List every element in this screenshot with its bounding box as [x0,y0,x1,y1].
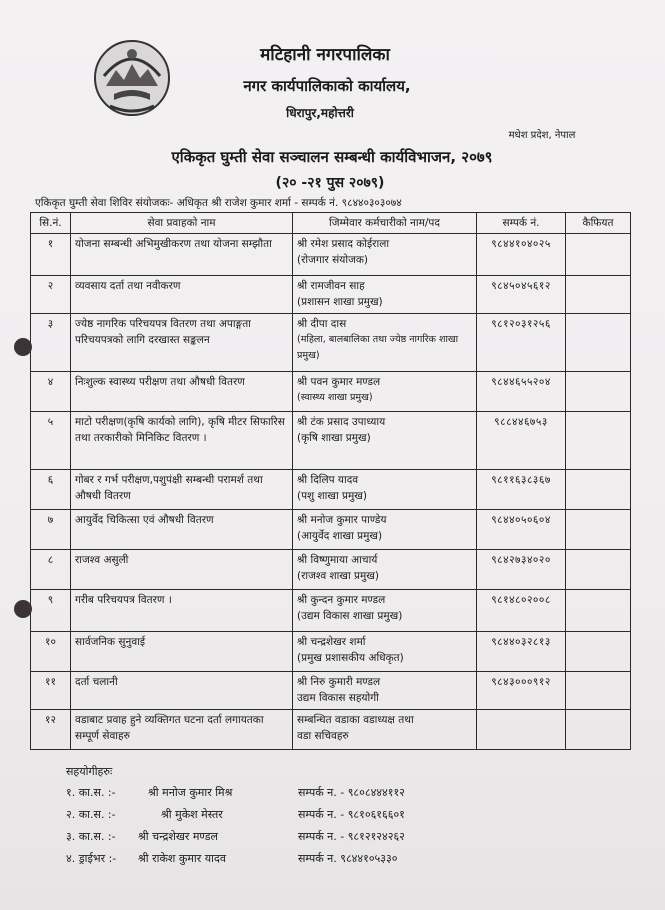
row-remark [566,590,631,632]
row-sn: ९ [31,590,71,632]
row-sn: ८ [31,550,71,590]
row-sn: १२ [31,710,71,750]
row-staff-post: (रोजगार संयोजक) [297,254,369,266]
row-service: गोबर र गर्भ परीक्षण,पशुपंक्षी सम्बन्धी परामर्श तथा औषधी वितरण [71,470,293,510]
row-sn: १० [31,632,71,672]
row-service: वडाबाट प्रवाह हुने व्यक्तिगत घटना दर्ता लगायतका सम्पूर्ण सेवाहरु [71,710,293,750]
row-service: सार्वजनिक सुनुवाई [71,632,293,672]
col-header-remarks: कैफियत [566,213,631,234]
helper-name: श्री चन्द्रशेखर मण्डल [138,830,218,843]
row-responsible [293,672,477,710]
municipality-name: मटिहानी नगरपालिका [260,45,390,65]
col-header-service: सेवा प्रवाहको नाम [71,213,293,234]
table-row [31,372,631,412]
coordinator-line: एकिकृत घुम्ती सेवा शिविर संयोजकः- अधिकृत श्री राजेश कुमार शर्मा - सम्पर्क नं. ९८४४०३०३०७४ [35,197,402,209]
row-phone: ९८४४६५५२०४ [477,372,566,412]
row-staff-name: श्री रमेश प्रसाद कोईराला [297,238,390,250]
row-phone: ९८४२७३४०२० [477,550,566,590]
row-responsible [293,510,477,550]
row-responsible [293,632,477,672]
helper-role: ३. का.स. :- [66,830,116,843]
helper-name: श्री राकेश कुमार यादव [138,852,226,865]
row-responsible [293,234,477,276]
row-sn: ७ [31,510,71,550]
row-phone: ९८८४४६७५३ [477,412,566,470]
table-row [31,590,631,632]
table-row [31,672,631,710]
row-staff-post: (स्वास्थ्य शाखा प्रमुख) [297,392,373,403]
table-row [31,412,631,470]
row-staff-name: सम्बन्धित वडाका वडाध्यक्ष तथा [297,714,414,726]
row-staff-name: श्री चन्द्रशेखर शर्मा [297,636,366,648]
row-sn: ११ [31,672,71,710]
helper-item [66,807,586,829]
row-remark [566,550,631,590]
row-phone: ९८११६३८३६७ [477,470,566,510]
table-header-row [31,213,631,234]
row-responsible [293,276,477,314]
row-staff-post: (राजश्व शाखा प्रमुख) [297,570,379,582]
row-staff-name: श्री टंक प्रसाद उपाध्याय [297,416,386,428]
row-phone: ९८१४८०२००८ [477,590,566,632]
helpers-section [66,764,586,873]
row-responsible [293,314,477,372]
row-staff-name: श्री दीपा दास [297,318,347,330]
row-remark [566,234,631,276]
row-staff-post: (उद्यम विकास शाखा प्रमुख) [297,610,403,622]
row-staff-post: वडा सचिवहरु [297,730,349,742]
row-responsible [293,710,477,750]
row-staff-name: श्री दिलिप यादव [297,474,359,486]
document-title: एकिकृत घुम्ती सेवा सञ्चालन सम्बन्धी कार्यविभाजन, २०७९ [171,148,493,166]
helper-role: ४. ड्राईभर :- [66,852,117,865]
row-remark [566,372,631,412]
row-phone [477,710,566,750]
row-remark [566,412,631,470]
table-row [31,510,631,550]
row-service: आयुर्वेद चिकित्सा एवं औषधी वितरण [71,510,293,550]
table-row [31,314,631,372]
row-phone: ९८४५०४५६१२ [477,276,566,314]
table-row [31,234,631,276]
row-staff-name: श्री कुन्दन कुमार मण्डल [297,594,386,606]
row-remark [566,314,631,372]
table-row [31,632,631,672]
row-staff-post: (प्रशासन शाखा प्रमुख) [297,296,383,308]
row-service: माटो परीक्षण(कृषि कार्यको लागि), कृषि मीटर सिफारिस तथा तरकारीको मिनिकिट वितरण । [71,412,293,470]
row-remark [566,632,631,672]
row-staff-name: श्री रामजीवन साह [297,280,365,292]
row-phone: ९८४४०३२८१३ [477,632,566,672]
row-service: व्यवसाय दर्ता तथा नवीकरण [71,276,293,314]
punch-hole-icon [14,600,32,618]
row-staff-name: श्री विष्णुमाया आचार्य [297,554,378,566]
row-remark [566,276,631,314]
row-responsible [293,590,477,632]
table-row [31,276,631,314]
col-header-contact: सम्पर्क नं. [477,213,566,234]
row-phone: ९८१२०३१२५६ [477,314,566,372]
col-header-responsible: जिम्मेवार कर्मचारीको नाम/पद [293,213,477,234]
row-staff-post: (आयुर्वेद शाखा प्रमुख) [297,530,383,542]
office-address: धिरापुर,महोत्तरी [286,106,354,120]
row-staff-post: (कृषि शाखा प्रमुख) [297,432,371,444]
row-staff-name: श्री पवन कुमार मण्डल [297,376,381,388]
row-service: निःशुल्क स्वास्थ्य परीक्षण तथा औषधी वितरण [71,372,293,412]
document-dates: (२० -२१ पुस २०७९) [275,175,385,191]
table-row [31,710,631,750]
row-remark [566,710,631,750]
row-staff-post: (पशु शाखा प्रमुख) [297,490,367,502]
row-sn: १ [31,234,71,276]
helper-role: १. का.स. :- [66,786,116,799]
helpers-title: सहयोगीहरुः [66,765,113,778]
duty-table [30,212,631,750]
row-staff-name: श्री निरु कुमारी मण्डल [297,676,381,688]
row-remark [566,672,631,710]
helper-contact: सम्पर्क न. - ९८१२१२४२६२ [298,830,405,843]
row-remark [566,510,631,550]
row-service: राजश्व असुली [71,550,293,590]
row-responsible [293,470,477,510]
row-phone: ९८४४०५०६०४ [477,510,566,550]
row-remark [566,470,631,510]
row-staff-post: (प्रमुख प्रशासकीय अधिकृत) [297,652,404,664]
row-service: योजना सम्बन्धी अभिमुखीकरण तथा योजना सम्झौता [71,234,293,276]
table-row [31,470,631,510]
row-staff-post: (महिला, बालबालिका तथा ज्येष्ठ नागरिक शाखा प्रमुख) [297,334,459,361]
helper-item [66,829,586,851]
row-sn: ३ [31,314,71,372]
punch-hole-icon [14,338,32,356]
office-name: नगर कार्यपालिकाको कार्यालय, [243,77,411,95]
province-name: मधेश प्रदेश, नेपाल [508,130,576,141]
helper-name: श्री मनोज कुमार मिश्र [148,786,233,799]
helper-name: श्री मुकेश मेस्तर [161,808,223,821]
col-header-sn: सि.नं. [31,213,71,234]
row-service: गरीब परिचयपत्र वितरण । [71,590,293,632]
helper-role: २. का.स. :- [66,808,116,821]
row-staff-post: उद्यम विकास सहयोगी [297,692,379,704]
row-staff-name: श्री मनोज कुमार पाण्डेय [297,514,387,526]
nepal-emblem-icon [92,36,172,118]
row-sn: ६ [31,470,71,510]
row-sn: २ [31,276,71,314]
helper-contact: सम्पर्क न. ९८४४१०५३३० [298,852,398,865]
row-responsible [293,550,477,590]
row-phone: ९८४४१०४०२५ [477,234,566,276]
table-row [31,550,631,590]
row-responsible [293,412,477,470]
helper-contact: सम्पर्क न. - ९८०८४४४११२ [298,786,405,799]
helper-item [66,785,586,807]
row-phone: ९८४३०००९१२ [477,672,566,710]
row-sn: ४ [31,372,71,412]
helper-contact: सम्पर्क न. - ९८१०६१६६०१ [298,808,405,821]
row-sn: ५ [31,412,71,470]
row-responsible [293,372,477,412]
row-service: ज्येष्ठ नागरिक परिचयपत्र वितरण तथा अपाङ्गता परिचयपत्रको लागि दरखास्त सङ्कलन [71,314,293,372]
helper-item [66,851,586,873]
row-service: दर्ता चलानी [71,672,293,710]
